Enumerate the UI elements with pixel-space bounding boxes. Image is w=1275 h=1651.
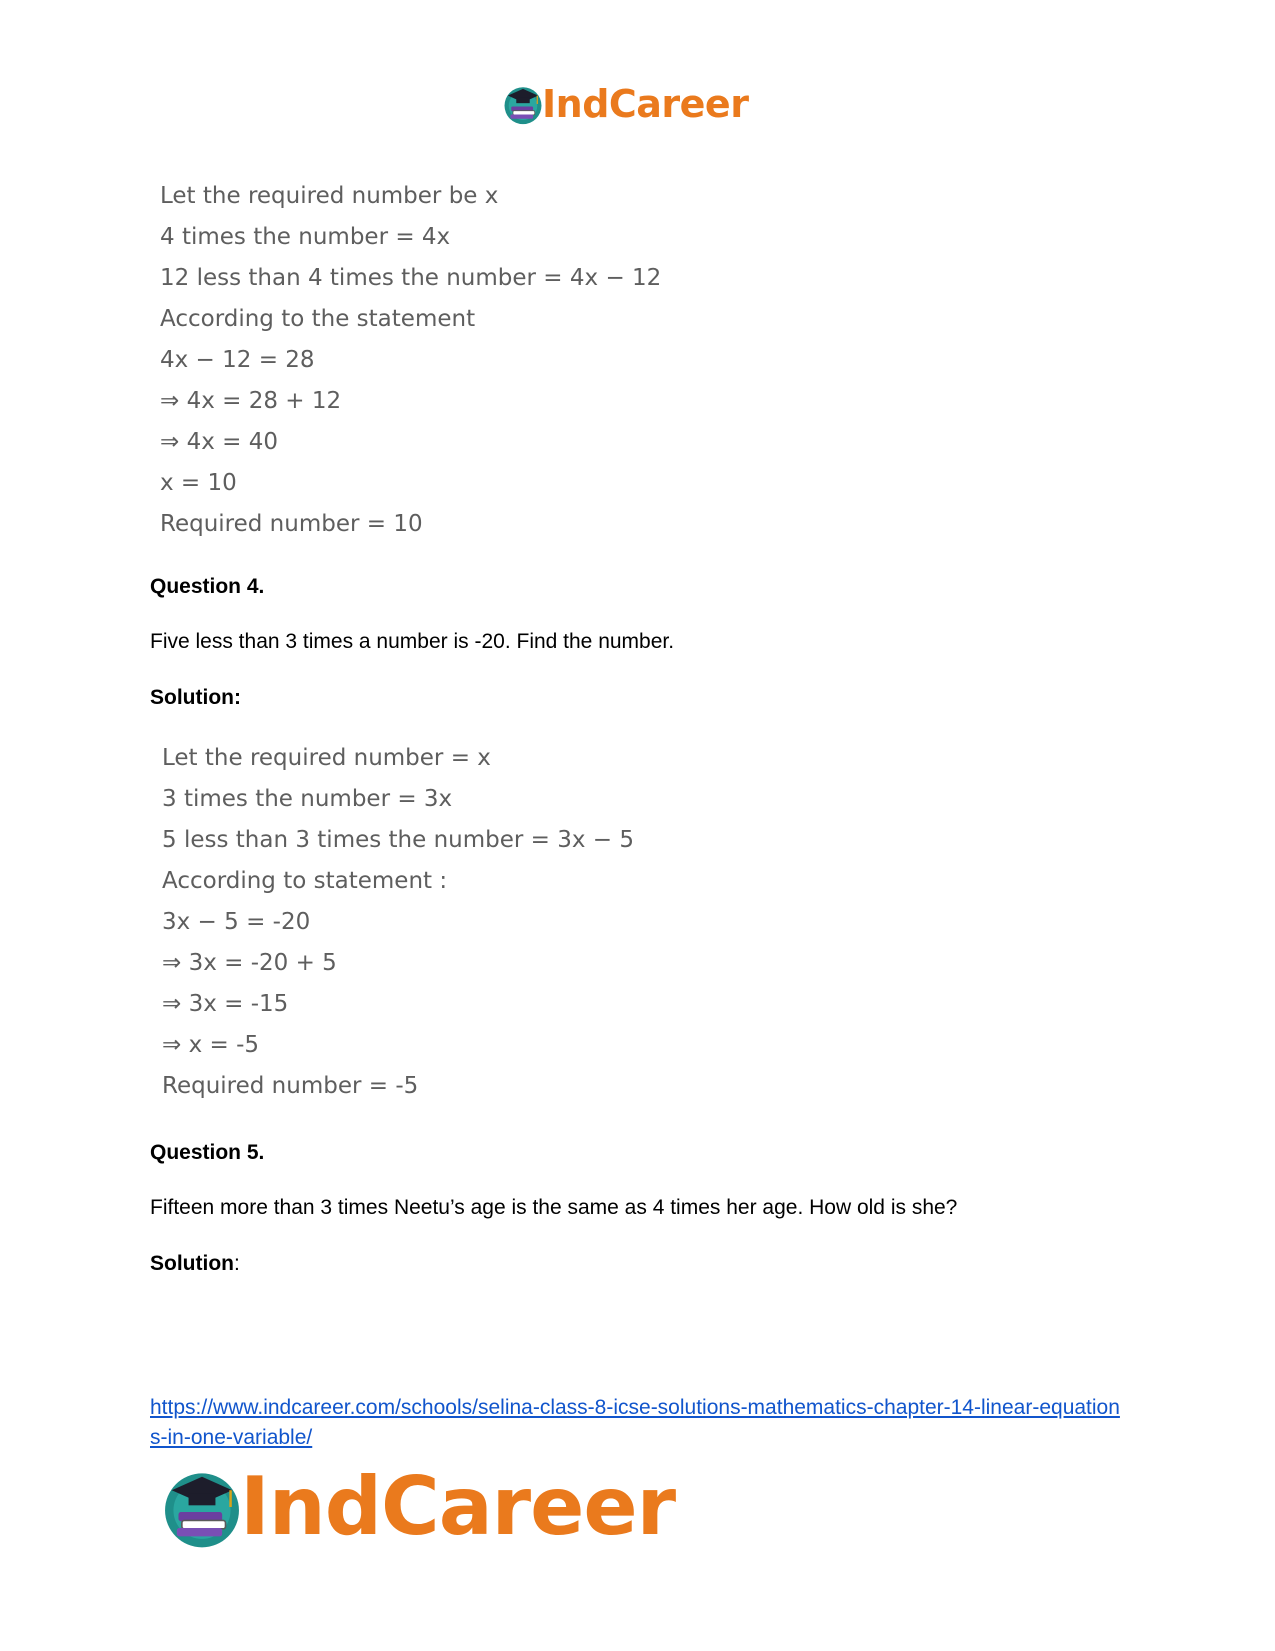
solution-line: ⇒ 3x = -20 + 5 <box>162 950 337 976</box>
solution-line: 4 times the number = 4x <box>160 224 451 250</box>
question-5-text: Fifteen more than 3 times Neetu’s age is the same as 4 times her age. How old is she? <box>150 1196 958 1219</box>
solution-line: ⇒ x = -5 <box>162 1032 260 1058</box>
solution-line: Let the required number = x <box>162 745 491 771</box>
logo-wordmark: IndCareer <box>542 82 749 126</box>
solution-line: ⇒ 3x = -15 <box>162 991 289 1017</box>
solution-line: Let the required number be x <box>160 183 499 209</box>
solution-line: 3x − 5 = -20 <box>162 909 311 935</box>
solution-line: 4x − 12 = 28 <box>160 347 315 373</box>
graduation-books-icon <box>502 83 544 125</box>
solution-line: According to the statement <box>160 306 476 332</box>
source-link[interactable]: https://www.indcareer.com/schools/selina-class-8-icse-solutions-mathematics-chapter-14-linear-equations-in-one-variable/ <box>150 1396 1120 1449</box>
solution-line: According to statement : <box>162 868 448 894</box>
solution-line: ⇒ 4x = 28 + 12 <box>160 388 342 414</box>
solution-image-q4 <box>162 738 634 1107</box>
question-5-solution-label-row <box>150 1251 240 1277</box>
solution-line: 5 less than 3 times the number = 3x − 5 <box>162 827 635 853</box>
solution-line: 3 times the number = 3x <box>162 786 453 812</box>
graduation-books-icon <box>160 1465 244 1549</box>
solution-line: 12 less than 4 times the number = 4x − 12 <box>160 265 662 291</box>
logo-wordmark: IndCareer <box>240 1460 676 1553</box>
question-4-solution-label: Solution: <box>150 686 241 709</box>
solution-line: ⇒ 4x = 40 <box>160 429 278 455</box>
question-5-solution-label: Solution <box>150 1252 234 1275</box>
solution-image-q3 <box>160 176 661 545</box>
header-logo <box>502 80 748 128</box>
solution-colon: : <box>233 1252 240 1275</box>
solution-line: x = 10 <box>160 470 237 496</box>
solution-line: Required number = -5 <box>162 1073 419 1099</box>
question-5-heading: Question 5. <box>150 1141 265 1164</box>
solution-line: Required number = 10 <box>160 511 423 537</box>
question-4-text: Five less than 3 times a number is -20. Find the number. <box>150 630 675 653</box>
footer-logo <box>160 1462 675 1552</box>
question-4-heading: Question 4. <box>150 575 265 598</box>
